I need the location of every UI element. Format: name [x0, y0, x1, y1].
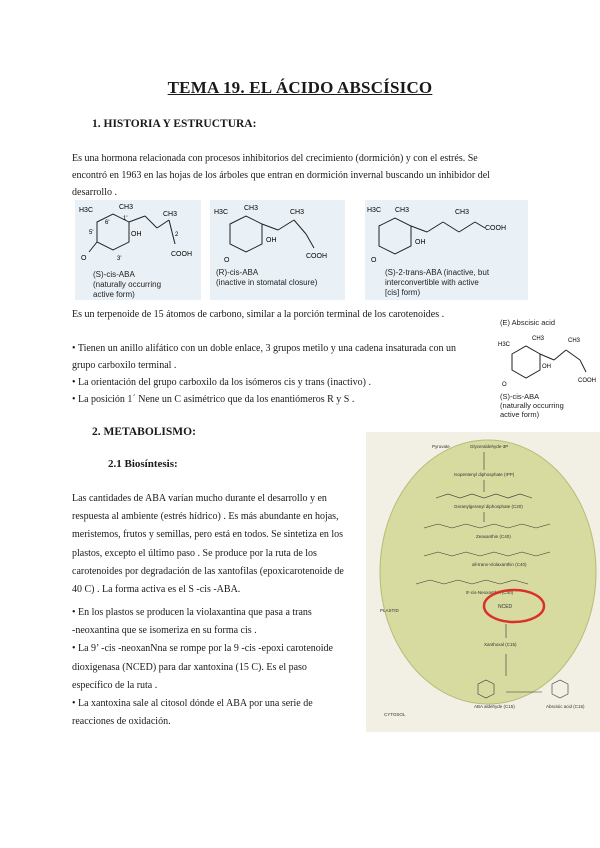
terpenoid-line: Es un terpenoide de 15 átomos de carbono, similar a la porción terminal de los carotenoides . — [72, 309, 445, 320]
struct-label: H3C — [367, 207, 382, 214]
pathway-label: Abscisic acid (C15) — [546, 704, 585, 709]
bullet-line: grupo carboxilo terminal . — [72, 360, 177, 371]
figure-caption — [216, 268, 317, 288]
bullet-line: específico de la ruta . — [72, 679, 158, 691]
para-line: plastos, excepto el último paso . Se produce por la ruta de los — [72, 547, 317, 559]
side-figure-header: (E) Abscisic acid — [500, 318, 556, 327]
figure-caption — [385, 268, 489, 298]
bullet-line: • La posición 1´ Nene un C asimétrico que da los enantiómeros R y S . — [72, 394, 355, 405]
side-figure-abscisic-acid — [498, 318, 600, 418]
bullet-line: • La xantoxina sale al citosol dónde el ABA por una serie de — [72, 698, 313, 710]
struct-label: CH3 — [395, 207, 410, 214]
biosynthesis-pathway-figure — [366, 432, 600, 732]
pathway-label: Geranylgeranyl diphosphate (C20) — [454, 504, 523, 509]
bullet-line: • La orientación del grupo carboxilo da los isómeros cis y trans (inactivo) . — [72, 377, 371, 388]
pathway-label: Isopentenyl diphosphate (IPP) — [454, 472, 515, 477]
side-aba-structure — [498, 330, 600, 392]
figure-s-cis-aba — [75, 200, 201, 300]
intro-line: encontró en 1963 en las hojas de los árboles que entran en dormición invernal buscando un inhibidor del — [72, 170, 490, 181]
intro-paragraph — [72, 150, 532, 201]
caption-line: (inactive in stomatal closure) — [216, 278, 318, 287]
struct-label: COOH — [171, 251, 192, 258]
struct-label: O — [502, 382, 507, 388]
trans-aba-structure — [365, 200, 528, 270]
figure-r-cis-aba — [210, 200, 345, 300]
para-line: carotenoides por degradación de las xantofilas (epoxicarotenoide de — [72, 565, 344, 577]
struct-label: H3C — [498, 342, 511, 348]
para-line: 40 C) . La forma activa es el S -cis -ABA. — [72, 584, 241, 596]
caption-line: active form) — [93, 290, 135, 299]
pathway-label: 9'-cis-Neoxanthin (C40) — [466, 590, 514, 595]
para-line: meristemos, frutos y semillas, pero está en todos. Se sintetiza en los — [72, 529, 344, 541]
pathway-label: CYTOSOL — [384, 712, 406, 717]
pathway-label: Zeaxanthin (C40) — [476, 534, 511, 539]
subheading-biosintesis: 2.1 Biosíntesis: — [108, 458, 178, 470]
s-cis-aba-structure — [75, 200, 201, 270]
bullet-line: dioxigenasa (NCED) para dar xantoxina (15 C). Es el paso — [72, 661, 307, 673]
struct-number: 1' — [123, 216, 128, 222]
struct-label: OH — [131, 231, 142, 238]
pathway-diagram — [366, 432, 600, 732]
intro-line: Es una hormona relacionada con procesos inhibitorios del crecimiento (dormición) y con el estrés. Se — [72, 153, 478, 164]
structure-bullets — [72, 340, 492, 408]
pathway-label: PLASTID — [380, 608, 399, 613]
struct-label: OH — [542, 364, 551, 370]
struct-number: 5' — [89, 230, 94, 236]
pathway-label: Pyruvate — [432, 444, 450, 449]
side-figure-caption — [500, 392, 564, 419]
struct-label: CH3 — [244, 205, 259, 212]
pathway-label: Glyceraldehyde-3P — [470, 444, 509, 449]
pathway-label: NCED — [498, 604, 513, 610]
caption-line: (S)-2-trans-ABA (inactive, but — [385, 268, 490, 277]
pathway-label: ABA aldehyde (C15) — [474, 704, 515, 709]
caption-line: (naturally occurring — [500, 401, 564, 410]
bullet-line: -neoxantina que se isomeriza en su forma cis . — [72, 625, 257, 637]
struct-label: CH3 — [119, 204, 134, 211]
bullet-line: reacciones de oxidación. — [72, 716, 171, 728]
caption-line: active form) — [500, 410, 540, 419]
bullet-line: • Tienen un anillo alifático con un doble enlace, 3 grupos metilo y una cadena insaturada con un — [72, 343, 456, 354]
struct-label: CH3 — [455, 209, 470, 216]
caption-line: (naturally occurring — [93, 280, 162, 289]
biosintesis-bullets — [72, 604, 362, 731]
caption-line: interconvertible with active — [385, 278, 479, 287]
struct-label: CH3 — [290, 209, 305, 216]
r-cis-aba-structure — [210, 200, 345, 270]
caption-line: (S)-cis-ABA — [500, 392, 540, 401]
section-heading-historia: 1. HISTORIA Y ESTRUCTURA: — [92, 118, 257, 130]
figure-caption — [93, 270, 161, 300]
struct-label: CH3 — [163, 211, 178, 218]
struct-label: O — [224, 257, 230, 264]
biosintesis-paragraph — [72, 490, 362, 599]
caption-line: [cis] form) — [385, 288, 421, 297]
bullet-line: • En los plastos se producen la violaxantina que pasa a trans — [72, 607, 312, 618]
pathway-label: Xanthoxal (C15) — [484, 642, 517, 647]
bullet-line: • La 9’ -cis -neoxanNna se rompe por la 9 -cis -epoxi carotenoide — [72, 643, 333, 655]
struct-label: COOH — [306, 253, 327, 260]
struct-number: 2 — [175, 232, 179, 238]
pathway-label: all-trans-Violaxanthin (C40) — [472, 562, 527, 567]
page-title: TEMA 19. EL ÁCIDO ABSCÍSICO — [167, 78, 433, 97]
struct-label: COOH — [485, 225, 506, 232]
intro-line: desarrollo . — [72, 187, 117, 198]
struct-number: 3' — [117, 256, 122, 262]
para-line: Las cantidades de ABA varían mucho durante el desarrollo y en — [72, 493, 327, 504]
struct-label: CH3 — [532, 336, 545, 342]
struct-label: O — [81, 255, 87, 262]
plastid-shape — [380, 440, 596, 704]
struct-label: H3C — [79, 207, 94, 214]
figure-2-trans-aba — [365, 200, 528, 300]
struct-label: COOH — [578, 378, 596, 384]
struct-label: OH — [415, 239, 426, 246]
caption-line: (R)-cis-ABA — [216, 268, 259, 277]
caption-line: (S)-cis-ABA — [93, 270, 135, 279]
struct-label: H3C — [214, 209, 229, 216]
struct-label: CH3 — [568, 338, 581, 344]
struct-number: 6' — [105, 220, 110, 226]
para-line: respuesta al ambiente (estrés hídrico) . Es más abundante en hojas, — [72, 511, 339, 523]
struct-label: O — [371, 257, 377, 264]
struct-label: OH — [266, 237, 277, 244]
section-heading-metabolismo: 2. METABOLISMO: — [92, 426, 196, 438]
